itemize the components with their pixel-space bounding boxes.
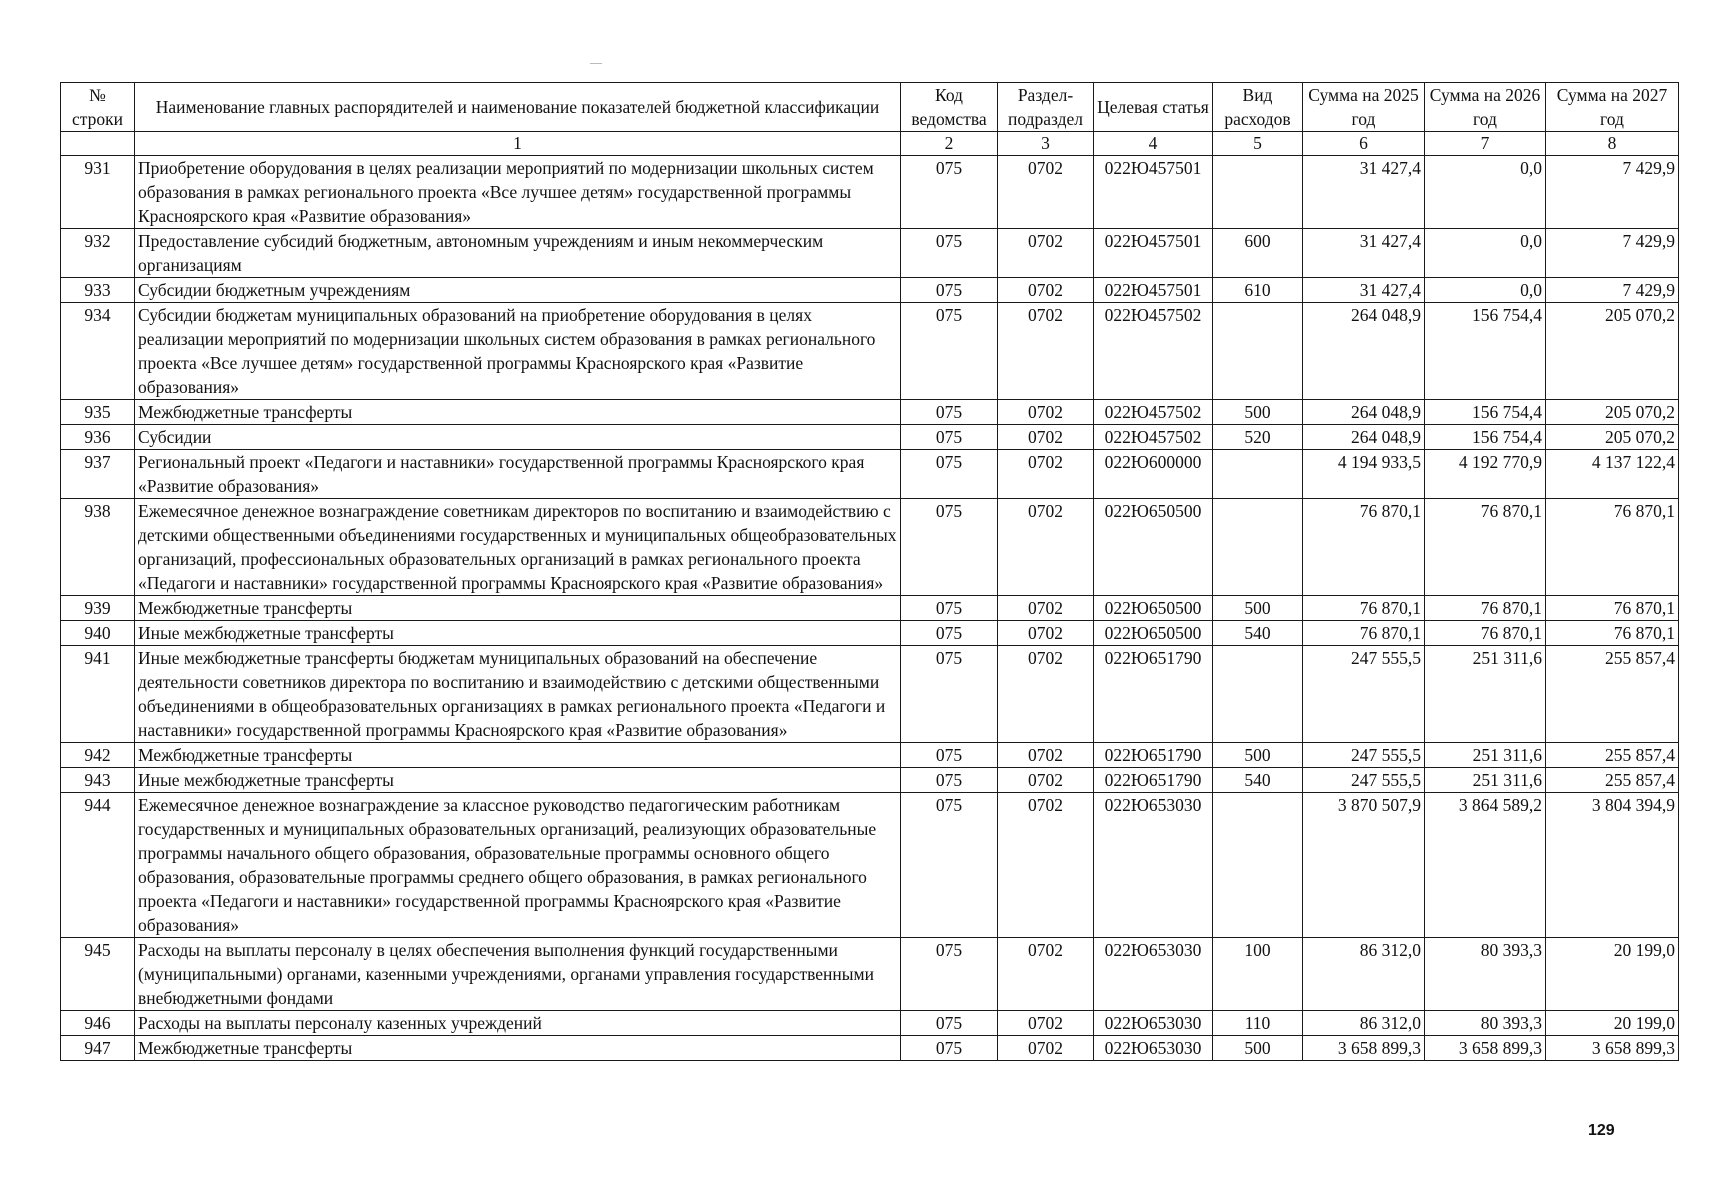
expense-kind: 100 xyxy=(1213,938,1303,1011)
target-article: 022Ю650500 xyxy=(1094,621,1213,646)
table-row xyxy=(61,156,1679,229)
sum-2027: 205 070,2 xyxy=(1546,400,1679,425)
table-row xyxy=(61,743,1679,768)
column-number: 2 xyxy=(901,132,998,156)
table-row xyxy=(61,450,1679,499)
row-number: 945 xyxy=(61,938,135,1011)
header-expense-kind: Вид расходов xyxy=(1213,83,1303,132)
section-code: 0702 xyxy=(998,1011,1094,1036)
sum-2025: 76 870,1 xyxy=(1303,596,1425,621)
table-row xyxy=(61,646,1679,743)
row-name: Предоставление субсидий бюджетным, автономным учреждениям и иным некоммерческим организациям xyxy=(135,229,901,278)
expense-kind: 500 xyxy=(1213,1036,1303,1061)
row-number: 935 xyxy=(61,400,135,425)
header-sum-2026: Сумма на 2026 год xyxy=(1425,83,1546,132)
department-code: 075 xyxy=(901,278,998,303)
header-target-article: Целевая статья xyxy=(1094,83,1213,132)
row-number: 943 xyxy=(61,768,135,793)
sum-2027: 205 070,2 xyxy=(1546,303,1679,400)
sum-2027: 255 857,4 xyxy=(1546,646,1679,743)
department-code: 075 xyxy=(901,646,998,743)
sum-2027: 3 658 899,3 xyxy=(1546,1036,1679,1061)
table-row xyxy=(61,229,1679,278)
target-article: 022Ю653030 xyxy=(1094,1036,1213,1061)
row-number: 936 xyxy=(61,425,135,450)
sum-2027: 255 857,4 xyxy=(1546,743,1679,768)
expense-kind xyxy=(1213,646,1303,743)
sum-2027: 7 429,9 xyxy=(1546,229,1679,278)
department-code: 075 xyxy=(901,303,998,400)
sum-2025: 3 658 899,3 xyxy=(1303,1036,1425,1061)
section-code: 0702 xyxy=(998,938,1094,1011)
table-row xyxy=(61,596,1679,621)
table-row xyxy=(61,303,1679,400)
target-article: 022Ю600000 xyxy=(1094,450,1213,499)
sum-2026: 3 658 899,3 xyxy=(1425,1036,1546,1061)
department-code: 075 xyxy=(901,400,998,425)
sum-2027: 255 857,4 xyxy=(1546,768,1679,793)
sum-2026: 0,0 xyxy=(1425,278,1546,303)
column-number: 7 xyxy=(1425,132,1546,156)
target-article: 022Ю457502 xyxy=(1094,425,1213,450)
sum-2026: 156 754,4 xyxy=(1425,425,1546,450)
header-sum-2027: Сумма на 2027 год xyxy=(1546,83,1679,132)
sum-2027: 205 070,2 xyxy=(1546,425,1679,450)
section-code: 0702 xyxy=(998,278,1094,303)
department-code: 075 xyxy=(901,743,998,768)
table-row xyxy=(61,400,1679,425)
header-department-code: Код ведомства xyxy=(901,83,998,132)
table-row xyxy=(61,793,1679,938)
expense-kind: 600 xyxy=(1213,229,1303,278)
department-code: 075 xyxy=(901,768,998,793)
sum-2026: 0,0 xyxy=(1425,229,1546,278)
section-code: 0702 xyxy=(998,400,1094,425)
sum-2025: 76 870,1 xyxy=(1303,621,1425,646)
sum-2025: 264 048,9 xyxy=(1303,400,1425,425)
expense-kind xyxy=(1213,499,1303,596)
sum-2026: 76 870,1 xyxy=(1425,596,1546,621)
target-article: 022Ю457502 xyxy=(1094,303,1213,400)
sum-2027: 7 429,9 xyxy=(1546,156,1679,229)
section-code: 0702 xyxy=(998,1036,1094,1061)
section-code: 0702 xyxy=(998,450,1094,499)
sum-2025: 31 427,4 xyxy=(1303,278,1425,303)
sum-2026: 4 192 770,9 xyxy=(1425,450,1546,499)
sum-2027: 76 870,1 xyxy=(1546,596,1679,621)
row-number: 933 xyxy=(61,278,135,303)
table-row xyxy=(61,938,1679,1011)
section-code: 0702 xyxy=(998,768,1094,793)
section-code: 0702 xyxy=(998,425,1094,450)
sum-2027: 76 870,1 xyxy=(1546,499,1679,596)
budget-table xyxy=(60,82,1679,1061)
target-article: 022Ю457501 xyxy=(1094,229,1213,278)
row-number: 944 xyxy=(61,793,135,938)
sum-2026: 251 311,6 xyxy=(1425,743,1546,768)
expense-kind: 610 xyxy=(1213,278,1303,303)
sum-2027: 76 870,1 xyxy=(1546,621,1679,646)
header-row-number: № строки xyxy=(61,83,135,132)
row-number: 941 xyxy=(61,646,135,743)
expense-kind: 110 xyxy=(1213,1011,1303,1036)
row-name: Субсидии бюджетам муниципальных образований на приобретение оборудования в целях реализации мероприятий по модернизации школьных систем образования в рамках регионального проекта «Все лучшее детям» государственной программы Красноярского края «Развитие образования» xyxy=(135,303,901,400)
column-number: 1 xyxy=(135,132,901,156)
target-article: 022Ю651790 xyxy=(1094,743,1213,768)
row-name: Ежемесячное денежное вознаграждение советникам директоров по воспитанию и взаимодействию с детскими общественными объединениями государственных и муниципальных общеобразовательных организаций, профессиональных образовательных организаций в рамках регионального проекта «Педагоги и наставники» государственной программы Красноярского края «Развитие образования» xyxy=(135,499,901,596)
target-article: 022Ю653030 xyxy=(1094,938,1213,1011)
department-code: 075 xyxy=(901,425,998,450)
sum-2027: 3 804 394,9 xyxy=(1546,793,1679,938)
sum-2026: 3 864 589,2 xyxy=(1425,793,1546,938)
header-name: Наименование главных распорядителей и наименование показателей бюджетной классификации xyxy=(135,83,901,132)
row-number: 942 xyxy=(61,743,135,768)
row-name: Приобретение оборудования в целях реализации мероприятий по модернизации школьных систем образования в рамках регионального проекта «Все лучшее детям» государственной программы Красноярского края «Развитие образования» xyxy=(135,156,901,229)
sum-2026: 80 393,3 xyxy=(1425,938,1546,1011)
row-name: Субсидии xyxy=(135,425,901,450)
header-section: Раздел-подраздел xyxy=(998,83,1094,132)
department-code: 075 xyxy=(901,596,998,621)
row-name: Расходы на выплаты персоналу казенных учреждений xyxy=(135,1011,901,1036)
table-row xyxy=(61,1011,1679,1036)
page-mark xyxy=(590,63,602,64)
row-name: Расходы на выплаты персоналу в целях обеспечения выполнения функций государственными (муниципальными) органами, казенными учреждениями, органами управления государственными внебюджетными фондами xyxy=(135,938,901,1011)
expense-kind: 500 xyxy=(1213,743,1303,768)
column-number: 6 xyxy=(1303,132,1425,156)
department-code: 075 xyxy=(901,450,998,499)
row-name: Субсидии бюджетным учреждениям xyxy=(135,278,901,303)
column-number xyxy=(61,132,135,156)
table-row xyxy=(61,499,1679,596)
target-article: 022Ю653030 xyxy=(1094,793,1213,938)
sum-2026: 251 311,6 xyxy=(1425,646,1546,743)
sum-2026: 80 393,3 xyxy=(1425,1011,1546,1036)
row-number: 946 xyxy=(61,1011,135,1036)
department-code: 075 xyxy=(901,1036,998,1061)
expense-kind xyxy=(1213,793,1303,938)
section-code: 0702 xyxy=(998,596,1094,621)
target-article: 022Ю457501 xyxy=(1094,278,1213,303)
expense-kind: 520 xyxy=(1213,425,1303,450)
department-code: 075 xyxy=(901,793,998,938)
row-name: Региональный проект «Педагоги и наставники» государственной программы Красноярского края «Развитие образования» xyxy=(135,450,901,499)
department-code: 075 xyxy=(901,1011,998,1036)
row-name: Иные межбюджетные трансферты бюджетам муниципальных образований на обеспечение деятельности советников директора по воспитанию и взаимодействию с детскими общественными объединениями в общеобразовательных организациях в рамках регионального проекта «Педагоги и наставники» государственной программы Красноярского края «Развитие образования» xyxy=(135,646,901,743)
department-code: 075 xyxy=(901,499,998,596)
target-article: 022Ю653030 xyxy=(1094,1011,1213,1036)
expense-kind xyxy=(1213,156,1303,229)
expense-kind: 500 xyxy=(1213,596,1303,621)
section-code: 0702 xyxy=(998,793,1094,938)
sum-2027: 20 199,0 xyxy=(1546,938,1679,1011)
expense-kind: 500 xyxy=(1213,400,1303,425)
sum-2025: 264 048,9 xyxy=(1303,425,1425,450)
expense-kind xyxy=(1213,450,1303,499)
department-code: 075 xyxy=(901,156,998,229)
expense-kind xyxy=(1213,303,1303,400)
row-name: Иные межбюджетные трансферты xyxy=(135,768,901,793)
table-row xyxy=(61,278,1679,303)
section-code: 0702 xyxy=(998,646,1094,743)
column-number: 3 xyxy=(998,132,1094,156)
sum-2027: 20 199,0 xyxy=(1546,1011,1679,1036)
section-code: 0702 xyxy=(998,156,1094,229)
header-sum-2025: Сумма на 2025 год xyxy=(1303,83,1425,132)
sum-2026: 76 870,1 xyxy=(1425,499,1546,596)
table-row xyxy=(61,425,1679,450)
target-article: 022Ю457502 xyxy=(1094,400,1213,425)
table-row xyxy=(61,1036,1679,1061)
header-row xyxy=(61,83,1679,132)
section-code: 0702 xyxy=(998,229,1094,278)
row-number: 938 xyxy=(61,499,135,596)
sum-2026: 76 870,1 xyxy=(1425,621,1546,646)
table-header xyxy=(61,83,1679,156)
table-row xyxy=(61,621,1679,646)
row-number: 934 xyxy=(61,303,135,400)
target-article: 022Ю650500 xyxy=(1094,596,1213,621)
department-code: 075 xyxy=(901,938,998,1011)
sum-2025: 31 427,4 xyxy=(1303,229,1425,278)
row-name: Межбюджетные трансферты xyxy=(135,1036,901,1061)
target-article: 022Ю457501 xyxy=(1094,156,1213,229)
target-article: 022Ю650500 xyxy=(1094,499,1213,596)
sum-2025: 4 194 933,5 xyxy=(1303,450,1425,499)
column-number: 4 xyxy=(1094,132,1213,156)
row-name: Межбюджетные трансферты xyxy=(135,596,901,621)
department-code: 075 xyxy=(901,229,998,278)
expense-kind: 540 xyxy=(1213,768,1303,793)
sum-2025: 3 870 507,9 xyxy=(1303,793,1425,938)
row-name: Ежемесячное денежное вознаграждение за классное руководство педагогическим работникам государственных и муниципальных образовательных организаций, реализующих образовательные программы начального общего образования, образовательные программы основного общего образования, образовательные программы среднего общего образования, в рамках регионального проекта «Педагоги и наставники» государственной программы Красноярского края «Развитие образования» xyxy=(135,793,901,938)
row-name: Межбюджетные трансферты xyxy=(135,400,901,425)
sum-2026: 156 754,4 xyxy=(1425,400,1546,425)
sum-2027: 7 429,9 xyxy=(1546,278,1679,303)
row-number: 931 xyxy=(61,156,135,229)
row-number: 947 xyxy=(61,1036,135,1061)
sum-2026: 251 311,6 xyxy=(1425,768,1546,793)
section-code: 0702 xyxy=(998,621,1094,646)
expense-kind: 540 xyxy=(1213,621,1303,646)
table-row xyxy=(61,768,1679,793)
sum-2025: 247 555,5 xyxy=(1303,768,1425,793)
column-number-row xyxy=(61,132,1679,156)
row-number: 932 xyxy=(61,229,135,278)
department-code: 075 xyxy=(901,621,998,646)
sum-2027: 4 137 122,4 xyxy=(1546,450,1679,499)
sum-2025: 247 555,5 xyxy=(1303,743,1425,768)
row-number: 937 xyxy=(61,450,135,499)
column-number: 5 xyxy=(1213,132,1303,156)
sum-2025: 86 312,0 xyxy=(1303,938,1425,1011)
column-number: 8 xyxy=(1546,132,1679,156)
table-body xyxy=(61,156,1679,1061)
sum-2026: 156 754,4 xyxy=(1425,303,1546,400)
sum-2025: 86 312,0 xyxy=(1303,1011,1425,1036)
row-number: 940 xyxy=(61,621,135,646)
sum-2025: 76 870,1 xyxy=(1303,499,1425,596)
section-code: 0702 xyxy=(998,303,1094,400)
row-number: 939 xyxy=(61,596,135,621)
row-name: Иные межбюджетные трансферты xyxy=(135,621,901,646)
sum-2025: 264 048,9 xyxy=(1303,303,1425,400)
page-number: 129 xyxy=(1588,1122,1615,1139)
section-code: 0702 xyxy=(998,499,1094,596)
target-article: 022Ю651790 xyxy=(1094,768,1213,793)
row-name: Межбюджетные трансферты xyxy=(135,743,901,768)
sum-2025: 247 555,5 xyxy=(1303,646,1425,743)
sum-2025: 31 427,4 xyxy=(1303,156,1425,229)
sum-2026: 0,0 xyxy=(1425,156,1546,229)
section-code: 0702 xyxy=(998,743,1094,768)
target-article: 022Ю651790 xyxy=(1094,646,1213,743)
